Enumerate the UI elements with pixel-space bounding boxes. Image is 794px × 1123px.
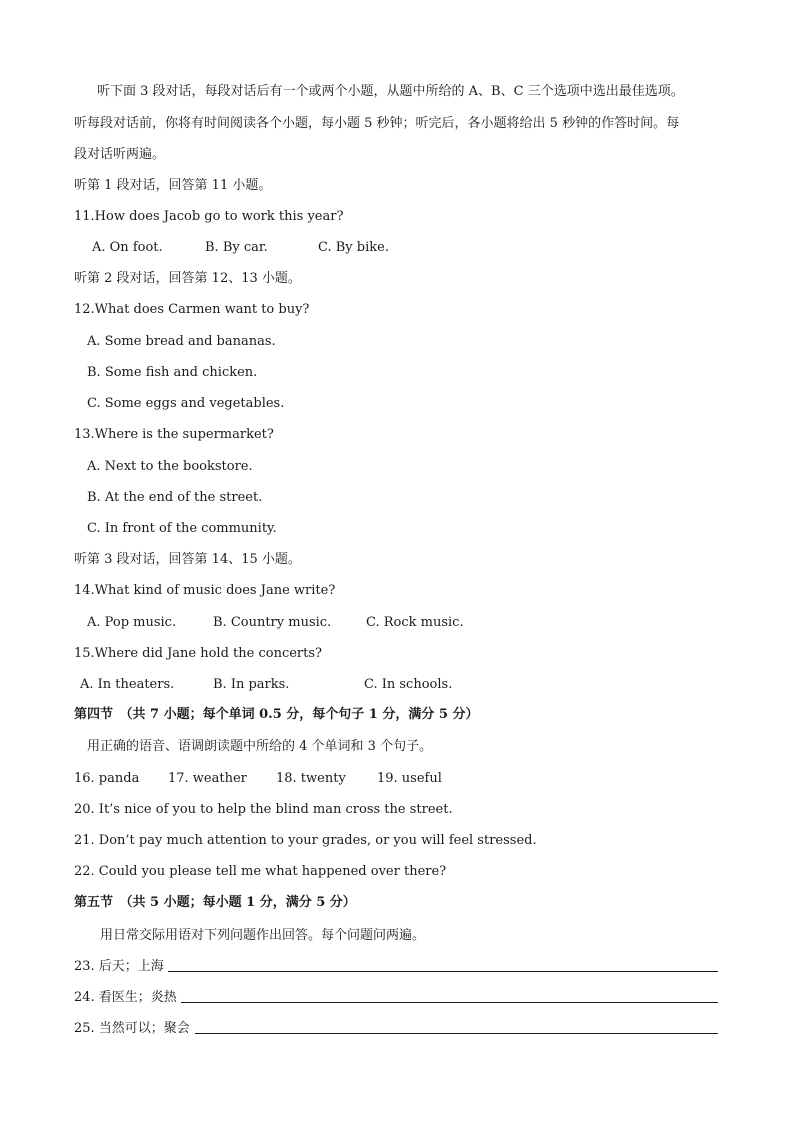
answer-line-25[interactable] xyxy=(195,1033,718,1034)
question-24-prompt: 24. 看医生；炎热 xyxy=(74,990,177,1005)
word-18: 18. twenty xyxy=(276,771,346,786)
question-12-option-a: A. Some bread and bananas. xyxy=(87,334,276,349)
question-11-option-a: A. On foot. xyxy=(92,240,163,255)
intro-line-2: 听每段对话前，你将有时间阅读各个小题，每小题 5 秒钟；听完后，各小题将给出 5 秒钟的作答时间。每 xyxy=(74,116,680,131)
question-11-stem: 11.How does Jacob go to work this year? xyxy=(74,209,344,224)
sentence-21: 21. Don’t pay much attention to your grades, or you will feel stressed. xyxy=(74,833,537,848)
question-25-prompt: 25. 当然可以；聚会 xyxy=(74,1021,190,1036)
question-12-option-b: B. Some fish and chicken. xyxy=(87,365,258,380)
question-23-prompt: 23. 后天；上海 xyxy=(74,959,164,974)
question-13-option-a: A. Next to the bookstore. xyxy=(87,459,253,474)
dialogue-1-heading: 听第 1 段对话，回答第 11 小题。 xyxy=(74,178,272,193)
question-15-option-b: B. In parks. xyxy=(213,677,290,692)
word-17: 17. weather xyxy=(168,771,247,786)
question-14-option-c: C. Rock music. xyxy=(366,615,464,630)
word-16: 16. panda xyxy=(74,771,140,786)
question-14-option-a: A. Pop music. xyxy=(87,615,177,630)
question-13-option-b: B. At the end of the street. xyxy=(87,490,263,505)
sentence-20: 20. It’s nice of you to help the blind man cross the street. xyxy=(74,802,453,817)
question-15-stem: 15.Where did Jane hold the concerts? xyxy=(74,646,323,661)
question-11-option-b: B. By car. xyxy=(205,240,268,255)
section-5-instruction: 用日常交际用语对下列问题作出回答。每个问题问两遍。 xyxy=(100,928,426,943)
question-12-stem: 12.What does Carmen want to buy? xyxy=(74,302,310,317)
question-11-option-c: C. By bike. xyxy=(318,240,389,255)
dialogue-3-heading: 听第 3 段对话，回答第 14、15 小题。 xyxy=(74,552,301,567)
section-4-title: 第四节 （共 7 小题；每个单词 0.5 分，每个句子 1 分，满分 5 分） xyxy=(74,707,479,722)
answer-line-24[interactable] xyxy=(181,1002,718,1003)
question-12-option-c: C. Some eggs and vegetables. xyxy=(87,396,285,411)
question-15-option-c: C. In schools. xyxy=(364,677,453,692)
question-13-stem: 13.Where is the supermarket? xyxy=(74,427,274,442)
question-15-option-a: A. In theaters. xyxy=(80,677,175,692)
intro-line-1: 听下面 3 段对话，每段对话后有一个或两个小题，从题中所给的 A、B、C 三个选项中选出最佳选项。 xyxy=(97,84,684,99)
question-14-stem: 14.What kind of music does Jane write? xyxy=(74,583,336,598)
section-4-instruction: 用正确的语音、语调朗读题中所给的 4 个单词和 3 个句子。 xyxy=(87,739,433,754)
question-13-option-c: C. In front of the community. xyxy=(87,521,277,536)
section-5-title: 第五节 （共 5 小题；每小题 1 分，满分 5 分） xyxy=(74,895,356,910)
sentence-22: 22. Could you please tell me what happened over there? xyxy=(74,864,447,879)
word-19: 19. useful xyxy=(377,771,442,786)
question-14-option-b: B. Country music. xyxy=(213,615,332,630)
dialogue-2-heading: 听第 2 段对话，回答第 12、13 小题。 xyxy=(74,271,301,286)
answer-line-23[interactable] xyxy=(168,971,718,972)
intro-line-3: 段对话听两遍。 xyxy=(74,147,166,162)
